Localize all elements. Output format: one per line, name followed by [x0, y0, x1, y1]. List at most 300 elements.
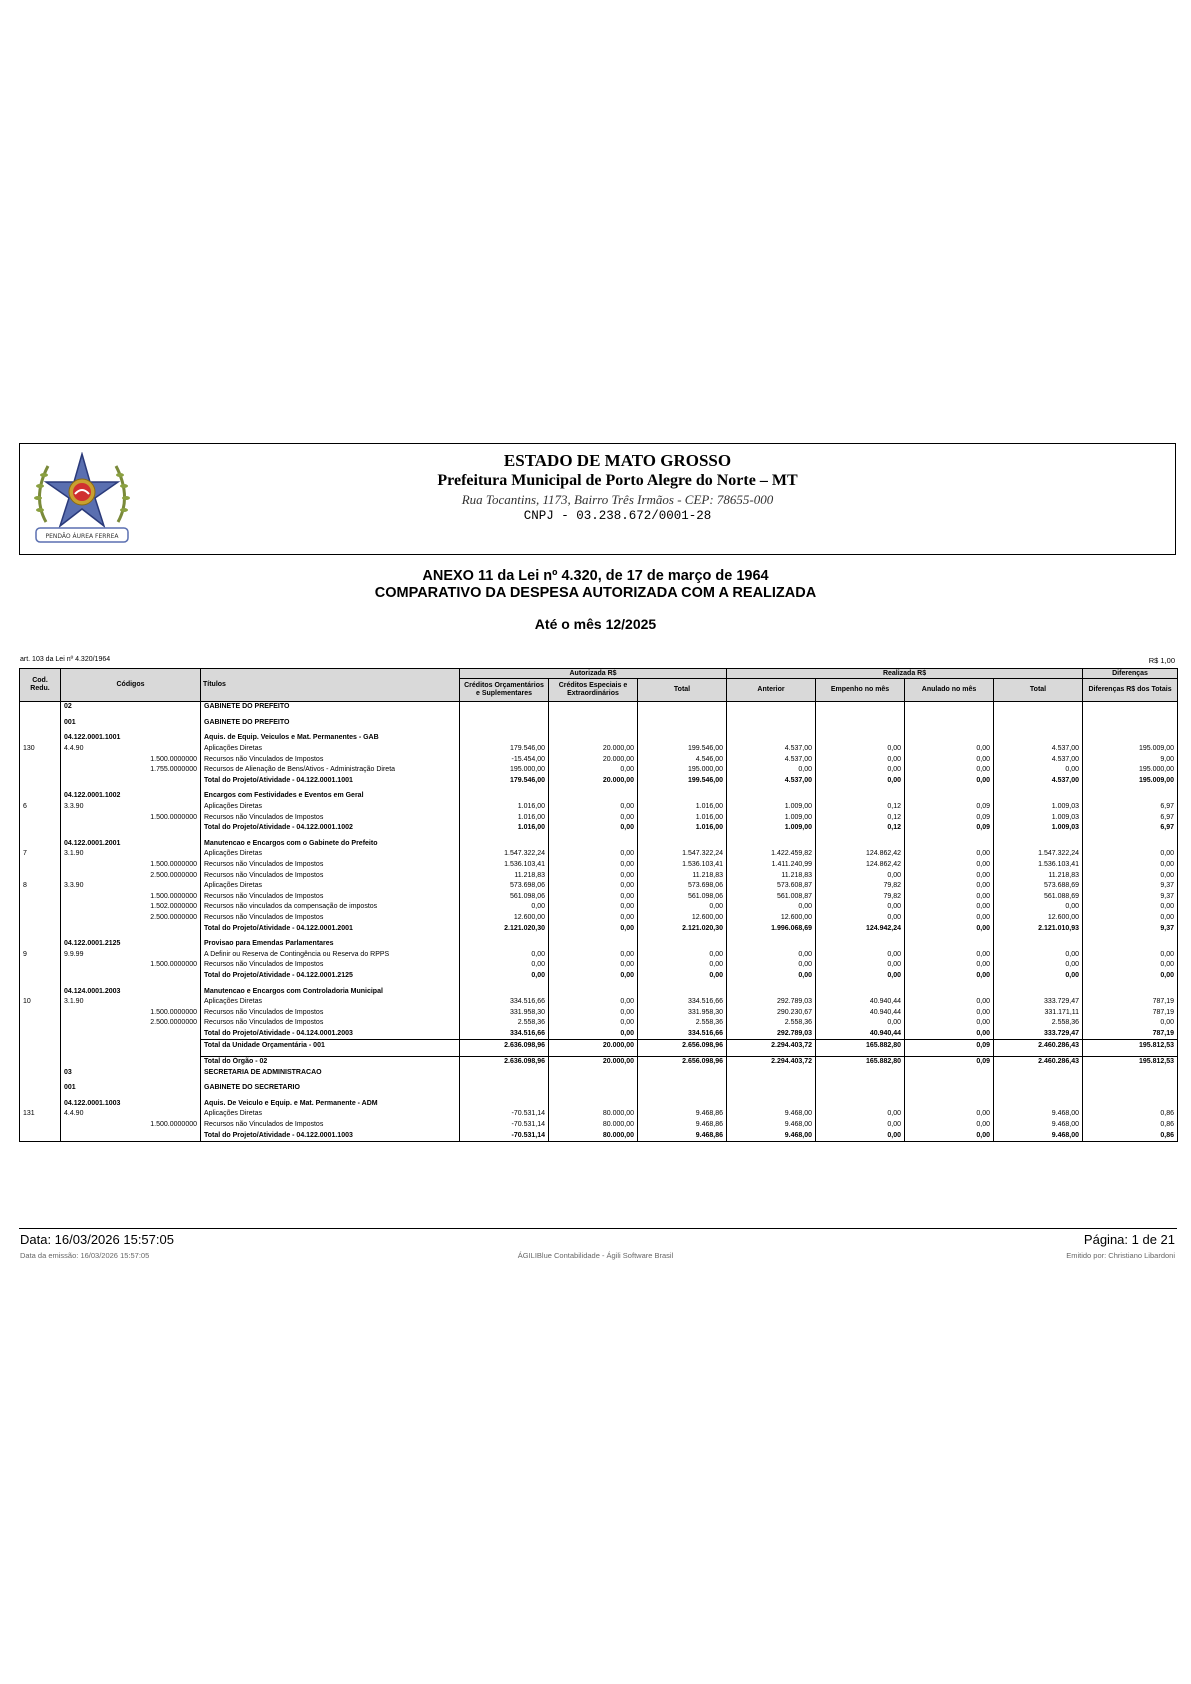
table-row: [20, 949, 1178, 960]
cell-title: Total do Projeto/Atividade - 04.122.0001.1001: [201, 776, 460, 787]
cell-value: [994, 986, 1083, 997]
cell-cod: [20, 939, 61, 950]
cell-value: 4.537,00: [994, 754, 1083, 765]
cell-value: 0,00: [905, 1120, 994, 1131]
cell-value: 0,00: [549, 765, 638, 776]
col-group-diferencas: Diferenças: [1083, 669, 1178, 679]
cell-value: [1083, 939, 1178, 950]
cell-value: [638, 733, 727, 744]
col-anulado: Anulado no mês: [905, 679, 994, 702]
cell-value: 0,00: [905, 860, 994, 871]
cell-title: Total do Projeto/Atividade - 04.122.0001.2125: [201, 971, 460, 982]
cell-value: 787,19: [1083, 997, 1178, 1008]
expense-table: [19, 668, 1178, 1142]
cell-value: 0,09: [905, 812, 994, 823]
table-row: [20, 765, 1178, 776]
cell-cod: 131: [20, 1109, 61, 1120]
cell-code: [61, 1130, 201, 1141]
cell-value: 2.636.098,96: [460, 1040, 549, 1051]
cell-cod: [20, 733, 61, 744]
cell-value: [638, 791, 727, 802]
cell-value: [460, 1099, 549, 1110]
cell-value: [905, 1099, 994, 1110]
table-row: [20, 1120, 1178, 1131]
cell-value: 0,00: [905, 913, 994, 924]
cell-value: [460, 791, 549, 802]
table-row: [20, 1029, 1178, 1040]
cell-value: 195.009,00: [1083, 744, 1178, 755]
cell-value: [1083, 718, 1178, 729]
table-row: [20, 971, 1178, 982]
cell-value: 334.516,66: [638, 1029, 727, 1040]
cell-title: Recursos de Alienação de Bens/Ativos - Administração Direta: [201, 765, 460, 776]
cell-value: 0,00: [905, 923, 994, 934]
cell-value: 0,00: [816, 1109, 905, 1120]
cell-value: 0,00: [905, 902, 994, 913]
cell-value: 0,00: [905, 1109, 994, 1120]
cell-value: 0,00: [816, 1018, 905, 1029]
cell-value: 0,00: [905, 754, 994, 765]
cell-value: 9.468,00: [727, 1130, 816, 1141]
cell-value: 199.546,00: [638, 776, 727, 787]
cell-value: [638, 986, 727, 997]
cell-value: 1.547.322,24: [994, 849, 1083, 860]
cell-value: [727, 986, 816, 997]
cell-value: 573.688,69: [994, 881, 1083, 892]
software-name: ÁGILIBlue Contabilidade - Ágili Software Brasil: [517, 1251, 674, 1260]
cell-value: 0,09: [905, 823, 994, 834]
cell-value: -70.531,14: [460, 1120, 549, 1131]
cell-value: 11.218,83: [727, 870, 816, 881]
cell-cod: [20, 1083, 61, 1094]
footer-date: Data: 16/03/2026 15:57:05: [20, 1232, 174, 1247]
report-period: Até o mês 12/2025: [534, 616, 657, 632]
table-row: [20, 870, 1178, 881]
cell-value: [549, 718, 638, 729]
cell-value: 0,00: [905, 892, 994, 903]
cell-title: Manutencao e Encargos com o Gabinete do Prefeito: [201, 839, 460, 850]
cell-value: [460, 939, 549, 950]
cell-cod: [20, 860, 61, 871]
cell-value: 331.171,11: [994, 1007, 1083, 1018]
cell-value: 0,00: [905, 1130, 994, 1141]
table-row: [20, 1130, 1178, 1141]
cell-value: 333.729,47: [994, 1029, 1083, 1040]
cell-value: 9.468,00: [727, 1120, 816, 1131]
cell-value: 0,00: [1083, 960, 1178, 971]
cell-value: [727, 733, 816, 744]
cell-value: 0,00: [549, 823, 638, 834]
cell-code: [61, 823, 201, 834]
cell-value: [638, 1099, 727, 1110]
cell-value: [638, 939, 727, 950]
cell-value: 0,86: [1083, 1120, 1178, 1131]
cell-value: [1083, 1083, 1178, 1094]
cell-cod: [20, 754, 61, 765]
cell-value: 0,12: [816, 802, 905, 813]
cell-value: [905, 702, 994, 713]
cell-value: 20.000,00: [549, 754, 638, 765]
cell-value: 124.862,42: [816, 849, 905, 860]
cell-value: [727, 1099, 816, 1110]
cell-value: [905, 1067, 994, 1078]
cell-title: Recursos não Vinculados de Impostos: [201, 1120, 460, 1131]
prefecture-name: Prefeitura Municipal de Porto Alegre do Norte – MT: [437, 472, 798, 489]
cell-value: -70.531,14: [460, 1109, 549, 1120]
col-cod: Cod. Redu.: [20, 669, 61, 702]
table-row: [20, 754, 1178, 765]
issued-by: Emitido por: Christiano Libardoni: [1066, 1251, 1175, 1260]
cell-value: [549, 702, 638, 713]
table-row: [20, 923, 1178, 934]
cell-value: 9.468,86: [638, 1120, 727, 1131]
cell-value: 0,12: [816, 812, 905, 823]
cell-value: 0,00: [727, 902, 816, 913]
cell-value: 0,00: [1083, 971, 1178, 982]
cell-title: SECRETARIA DE ADMINISTRACAO: [201, 1067, 460, 1078]
cell-value: 79,82: [816, 881, 905, 892]
cell-cod: [20, 1018, 61, 1029]
cell-value: 0,00: [1083, 849, 1178, 860]
cell-value: 2.294.403,72: [727, 1056, 816, 1067]
cell-code: 03: [61, 1067, 201, 1078]
cell-title: GABINETE DO SECRETARIO: [201, 1083, 460, 1094]
logo-motto: PENDÃO ÁUREA FERREA: [45, 533, 119, 540]
cell-value: 0,00: [1083, 902, 1178, 913]
cell-value: 0,86: [1083, 1109, 1178, 1120]
cell-value: 195.812,53: [1083, 1056, 1178, 1067]
cell-value: [1083, 1099, 1178, 1110]
cell-title: Total do Projeto/Atividade - 04.122.0001.1003: [201, 1130, 460, 1141]
cell-value: [638, 702, 727, 713]
col-group-realizada: Realizada R$: [727, 669, 1083, 679]
cell-cod: [20, 1120, 61, 1131]
cell-value: [816, 702, 905, 713]
cell-value: 1.009,00: [727, 823, 816, 834]
cell-value: 561.098,06: [638, 892, 727, 903]
table-row: [20, 1056, 1178, 1067]
cell-cod: [20, 765, 61, 776]
cell-value: 0,00: [460, 949, 549, 960]
cell-code: 04.122.0001.1001: [61, 733, 201, 744]
cell-cod: [20, 1040, 61, 1051]
cell-code: 04.122.0001.1003: [61, 1099, 201, 1110]
cell-value: [994, 718, 1083, 729]
cell-cod: 7: [20, 849, 61, 860]
cell-title: Recursos não vinculados da compensação de impostos: [201, 902, 460, 913]
cell-code: 2.500.0000000: [61, 870, 201, 881]
cell-cod: [20, 892, 61, 903]
table-row: [20, 1109, 1178, 1120]
cell-title: Aplicações Diretas: [201, 997, 460, 1008]
cell-value: [905, 718, 994, 729]
cell-value: 0,00: [727, 960, 816, 971]
cell-value: 292.789,03: [727, 997, 816, 1008]
cell-title: Aplicações Diretas: [201, 1109, 460, 1120]
cell-value: 0,00: [905, 1007, 994, 1018]
cell-value: 0,00: [905, 1029, 994, 1040]
cell-value: 195.000,00: [460, 765, 549, 776]
cell-value: [1083, 733, 1178, 744]
cell-value: 0,00: [905, 949, 994, 960]
cell-value: 333.729,47: [994, 997, 1083, 1008]
cell-value: 334.516,66: [460, 1029, 549, 1040]
cell-value: [727, 1083, 816, 1094]
cell-value: [994, 1083, 1083, 1094]
cell-code: 2.500.0000000: [61, 913, 201, 924]
table-row: [20, 1040, 1178, 1051]
cell-value: 787,19: [1083, 1007, 1178, 1018]
table-body: [20, 702, 1178, 1142]
cell-value: 2.460.286,43: [994, 1040, 1083, 1051]
cell-value: 0,00: [549, 802, 638, 813]
col-anterior: Anterior: [727, 679, 816, 702]
cell-value: [1083, 839, 1178, 850]
cell-code: 1.500.0000000: [61, 892, 201, 903]
report-title: ANEXO 11 da Lei nº 4.320, de 17 de março de 1964: [422, 568, 769, 584]
cell-value: [549, 1067, 638, 1078]
cell-title: Recursos não Vinculados de Impostos: [201, 960, 460, 971]
cell-value: 0,00: [549, 960, 638, 971]
cell-value: [460, 1067, 549, 1078]
cell-value: 0,00: [549, 902, 638, 913]
cell-value: [549, 839, 638, 850]
cell-value: 1.536.103,41: [994, 860, 1083, 871]
cell-value: 0,09: [905, 802, 994, 813]
col-creditos-orc: Créditos Orçamentários e Suplementares: [460, 679, 549, 702]
cell-title: Manutencao e Encargos com Controladoria Municipal: [201, 986, 460, 997]
cell-value: [727, 939, 816, 950]
cell-code: 001: [61, 718, 201, 729]
cell-value: 0,00: [994, 971, 1083, 982]
col-dif-totais: Diferenças R$ dos Totais: [1083, 679, 1178, 702]
cell-cod: 9: [20, 949, 61, 960]
cell-title: Total do Projeto/Atividade - 04.122.0001.2001: [201, 923, 460, 934]
cell-value: [905, 791, 994, 802]
cell-value: [905, 939, 994, 950]
cell-cod: [20, 718, 61, 729]
cell-value: 573.698,06: [638, 881, 727, 892]
cell-value: 0,00: [1083, 949, 1178, 960]
cell-cod: 10: [20, 997, 61, 1008]
table-row: [20, 881, 1178, 892]
cell-value: [994, 791, 1083, 802]
cell-value: [905, 839, 994, 850]
table-row: [20, 902, 1178, 913]
cell-value: 179.546,00: [460, 776, 549, 787]
cell-value: [994, 839, 1083, 850]
cell-value: 290.230,67: [727, 1007, 816, 1018]
cell-value: 6,97: [1083, 823, 1178, 834]
cell-value: 1.016,00: [460, 802, 549, 813]
cell-value: 40.940,44: [816, 997, 905, 1008]
cell-cod: [20, 1067, 61, 1078]
cell-value: [638, 839, 727, 850]
cell-code: 1.500.0000000: [61, 860, 201, 871]
cell-value: 0,00: [549, 923, 638, 934]
cell-value: 0,00: [638, 949, 727, 960]
cell-value: 2.460.286,43: [994, 1056, 1083, 1067]
cell-title: Total da Unidade Orçamentária - 001: [201, 1040, 460, 1051]
cell-title: Provisao para Emendas Parlamentares: [201, 939, 460, 950]
col-total-autorizada: Total: [638, 679, 727, 702]
cell-value: [905, 733, 994, 744]
cell-value: 2.121.020,30: [638, 923, 727, 934]
cell-value: 0,86: [1083, 1130, 1178, 1141]
cell-value: 1.547.322,24: [460, 849, 549, 860]
cell-value: 0,00: [549, 870, 638, 881]
cell-title: Aplicações Diretas: [201, 744, 460, 755]
cell-value: 1.009,03: [994, 812, 1083, 823]
cell-value: [460, 733, 549, 744]
cell-value: 9.468,86: [638, 1130, 727, 1141]
cell-value: 12.600,00: [460, 913, 549, 924]
cell-value: 195.000,00: [1083, 765, 1178, 776]
cell-value: 0,00: [727, 949, 816, 960]
cell-value: 0,00: [816, 744, 905, 755]
cell-code: 1.500.0000000: [61, 1007, 201, 1018]
cell-value: 1.422.459,82: [727, 849, 816, 860]
cell-value: 561.008,87: [727, 892, 816, 903]
cell-value: 0,00: [549, 1029, 638, 1040]
cell-value: 0,00: [816, 1130, 905, 1141]
cell-value: 0,00: [816, 960, 905, 971]
cell-value: [994, 939, 1083, 950]
cell-code: 3.1.90: [61, 849, 201, 860]
cell-value: 0,00: [549, 913, 638, 924]
cell-value: 0,00: [905, 971, 994, 982]
cell-value: 0,00: [905, 1018, 994, 1029]
table-row: [20, 1099, 1178, 1110]
cell-value: 0,00: [1083, 1018, 1178, 1029]
cell-value: 0,00: [994, 949, 1083, 960]
cell-value: 331.958,30: [460, 1007, 549, 1018]
cell-value: 0,00: [816, 765, 905, 776]
cell-value: 1.016,00: [638, 812, 727, 823]
cell-value: 0,00: [638, 902, 727, 913]
cell-value: 20.000,00: [549, 744, 638, 755]
cell-title: Total do Órgão - 02: [201, 1056, 460, 1067]
report-subtitle: COMPARATIVO DA DESPESA AUTORIZADA COM A REALIZADA: [374, 585, 817, 601]
cell-value: 195.812,53: [1083, 1040, 1178, 1051]
table-row: [20, 791, 1178, 802]
col-group-autorizada: Autorizada R$: [460, 669, 727, 679]
cell-value: 0,00: [994, 960, 1083, 971]
address: Rua Tocantins, 1173, Bairro Três Irmãos - CEP: 78655-000: [461, 492, 774, 507]
cell-value: 2.656.098,96: [638, 1040, 727, 1051]
cell-title: GABINETE DO PREFEITO: [201, 718, 460, 729]
cell-value: 0,00: [816, 1120, 905, 1131]
cell-title: Recursos não Vinculados de Impostos: [201, 812, 460, 823]
table-row: [20, 960, 1178, 971]
cell-value: 0,00: [816, 776, 905, 787]
cell-value: 0,00: [460, 960, 549, 971]
cell-value: 1.016,00: [460, 812, 549, 823]
cell-value: 6,97: [1083, 802, 1178, 813]
table-row: [20, 913, 1178, 924]
cell-value: 0,00: [816, 902, 905, 913]
cell-code: [61, 1056, 201, 1067]
cell-code: [61, 1040, 201, 1051]
cell-value: 2.294.403,72: [727, 1040, 816, 1051]
cell-cod: [20, 923, 61, 934]
cell-value: 0,00: [460, 971, 549, 982]
cell-cod: [20, 960, 61, 971]
cell-value: 9.468,00: [994, 1109, 1083, 1120]
cell-code: 001: [61, 1083, 201, 1094]
cell-code: [61, 776, 201, 787]
cell-value: 9,37: [1083, 892, 1178, 903]
cell-value: [816, 1099, 905, 1110]
cell-value: 0,00: [905, 744, 994, 755]
cell-value: 9.468,86: [638, 1109, 727, 1120]
cell-value: 1.536.103,41: [460, 860, 549, 871]
cell-value: 165.882,80: [816, 1040, 905, 1051]
cell-cod: 6: [20, 802, 61, 813]
cell-value: 1.536.103,41: [638, 860, 727, 871]
cell-code: 1.500.0000000: [61, 960, 201, 971]
cell-value: 0,00: [549, 892, 638, 903]
cell-value: [816, 1067, 905, 1078]
table-row: [20, 939, 1178, 950]
cell-code: 3.3.90: [61, 802, 201, 813]
cell-cod: [20, 971, 61, 982]
col-empenho: Empenho no mês: [816, 679, 905, 702]
table-row: [20, 1007, 1178, 1018]
cell-value: [549, 939, 638, 950]
cell-title: Recursos não Vinculados de Impostos: [201, 754, 460, 765]
cell-value: 40.940,44: [816, 1007, 905, 1018]
cell-code: 1.500.0000000: [61, 754, 201, 765]
cell-value: [460, 718, 549, 729]
table-row: [20, 1083, 1178, 1094]
cell-value: [994, 733, 1083, 744]
cell-value: 11.218,83: [460, 870, 549, 881]
cell-cod: [20, 823, 61, 834]
col-codigos: Códigos: [61, 669, 201, 702]
cell-cod: [20, 812, 61, 823]
cell-value: [1083, 1067, 1178, 1078]
table-row: [20, 733, 1178, 744]
cell-value: [994, 702, 1083, 713]
cell-value: 0,00: [905, 881, 994, 892]
table-row: [20, 1067, 1178, 1078]
cell-value: 165.882,80: [816, 1056, 905, 1067]
cell-value: 0,00: [1083, 913, 1178, 924]
cell-value: [1083, 986, 1178, 997]
table-row: [20, 986, 1178, 997]
cell-value: 11.218,83: [994, 870, 1083, 881]
cell-value: 80.000,00: [549, 1120, 638, 1131]
cell-value: 0,00: [549, 881, 638, 892]
cell-value: [727, 702, 816, 713]
cell-code: 1.755.0000000: [61, 765, 201, 776]
cell-title: Aplicações Diretas: [201, 849, 460, 860]
cell-value: 1.016,00: [638, 802, 727, 813]
cell-cod: [20, 902, 61, 913]
table-row: [20, 823, 1178, 834]
cell-value: [816, 1083, 905, 1094]
cell-value: 2.656.098,96: [638, 1056, 727, 1067]
cell-value: [549, 1099, 638, 1110]
cell-cod: [20, 839, 61, 850]
cell-value: 0,00: [816, 754, 905, 765]
cell-code: 3.1.90: [61, 997, 201, 1008]
cell-value: 292.789,03: [727, 1029, 816, 1040]
cell-value: [905, 1083, 994, 1094]
cell-value: 9,37: [1083, 923, 1178, 934]
cell-value: [816, 718, 905, 729]
